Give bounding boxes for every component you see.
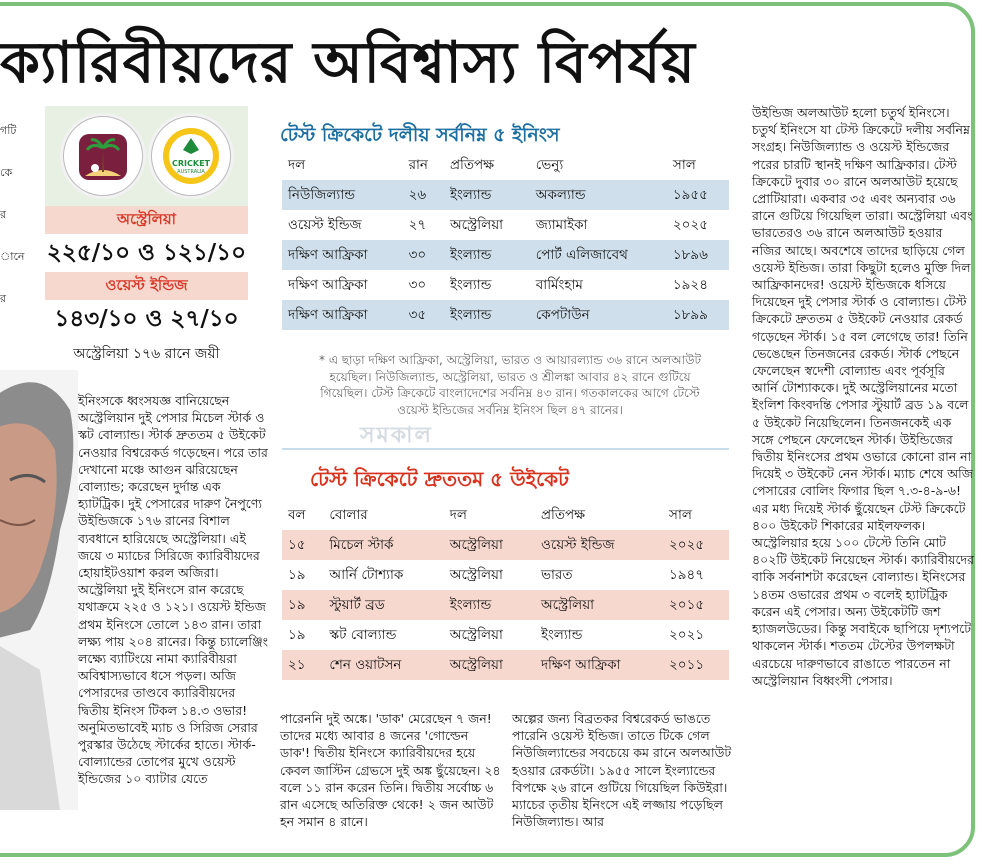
team2-name: ওয়েস্ট ইন্ডিজ bbox=[45, 272, 248, 300]
table-row bbox=[282, 270, 729, 300]
cell: ইংল্যান্ড bbox=[449, 276, 492, 293]
table-row bbox=[282, 300, 729, 330]
page-headline: ক্যারিবীয়দের অবিশ্বাস্য বিপর্যয় bbox=[0, 30, 696, 96]
table1-footnote: * এ ছাড়া দক্ষিণ আফ্রিকা, অস্ট্রেলিয়া, ভারত ও আয়ারল্যান্ড ৩৬ রানে অলআউট হয়েছিল। নিউজিল্যান্ড, অস্ট্রেলিয়া, ভারত ও শ্রীলঙ্কা আবার ৪২ রানে গুটিয়ে গিয়েছিল। টেস্ট ক্রিকেটে বাংলাদেশের সর্বনিম্ন ৪৩ রান। গতকালকের আগে টেস্টে ওয়েস্ট ইন্ডিজের সর্বনিম্ন ইনিংস ছিল ৪৭ রানের। bbox=[319, 353, 701, 417]
match-result: অস্ট্রেলিয়া ১৭৬ রানে জয়ী bbox=[45, 338, 248, 370]
cell: ১৯৫৫ bbox=[667, 180, 729, 210]
cell: ১৯ bbox=[288, 566, 306, 583]
cell: দক্ষিণ আফ্রিকা bbox=[288, 276, 368, 293]
left-article bbox=[40, 392, 270, 788]
table-row bbox=[282, 620, 729, 650]
cell: ২০১৫ bbox=[663, 590, 729, 620]
edge-fragment: ানে bbox=[0, 250, 25, 263]
article-text: ইনিংসকে ধ্বংসযজ্ঞ বানিয়েছেন অস্ট্রেলিয়ান দুই পেসার মিচেল স্টার্ক ও স্কট বোল্যান্ড। স্টার্ক দ্রুততম ৫ উইকেট নেওয়ার বিশ্বরেকর্ড গড়েছেন। পরে তার দেখানো মঞ্চে আগুন ঝরিয়েছেন বোল্যান্ড; করেছেন দুর্দান্ত এক হ্যাটট্রিক। দুই পেসারের দারুণ নৈপুণ্যে উইন্ডিজকে ১৭৬ রানের বিশাল ব্যবধানে হারিয়েছে অস্ট্রেলিয়া। এই জয়ে ৩ ম্যাচের সিরিজে ক্যারিবীয়দের হোয়াইটওয়াশ করল অজিরা। অস্ট্রেলিয়া দুই ইনিংসে রান করেছে যথাক্রমে ২২৫ ও ১২১। ওয়েস্ট ইন্ডিজ প্রথম ইনিংসে তোলে ১৪৩ রান। তারা লক্ষ্য পায় ২০৪ রানের। কিন্তু চ্যালেঞ্জিং লক্ষ্যে ব্যাটিংয়ে নামা ক্যারিবীয়রা অবিশ্বাস্যভাবে ধসে পড়ল। অজি পেসারদের তাণ্ডবে ক্যারিবীয়দের দ্বিতীয় ইনিংস টিকল ১৪.৩ ওভার! অনুমিতভাবেই ম্যাচ ও সিরিজ সেরার পুরস্কার উঠেছে স্টার্কের হাতে। স্টার্ক-বোল্যান্ডের তোপের মুখে ওয়েস্ট ইন্ডিজের ১০ ব্যাটার যেতে bbox=[78, 393, 269, 787]
team-logos bbox=[45, 106, 248, 206]
article-text: অল্পের জন্য বিব্রতকর বিশ্বরেকর্ড ভাঙতে পারেনি ওয়েস্ট ইন্ডিজ। তাতে টিকে গেল নিউজিল্যান্ডের সবচেয়ে কম রানে অলআউট হওয়ার রেকর্ডটা। ১৯৫৫ সালে ইংল্যান্ডের বিপক্ষে ২৬ রানে গুটিয়ে গিয়েছিল কিউইরা। ম্যাচের তৃতীয় ইনিংসে এই লজ্জায় পড়েছিল নিউজিল্যান্ড। আর bbox=[512, 711, 732, 830]
cell: আর্নি টোশ্যাক bbox=[329, 566, 404, 583]
cell: অস্ট্রেলিয়া bbox=[449, 216, 504, 233]
header-year: সাল bbox=[669, 506, 692, 523]
cell: স্কট বোল্যান্ড bbox=[329, 626, 397, 643]
edge-fragment: কে bbox=[0, 166, 13, 179]
cell: ১৯২৪ bbox=[672, 276, 708, 293]
cell: অস্ট্রেলিয়া bbox=[444, 650, 535, 680]
header-opponent: প্রতিপক্ষ bbox=[449, 156, 495, 173]
cricket-australia-logo bbox=[151, 116, 231, 196]
article-text: পারেননি দুই অঙ্কে। 'ডাক' মেরেছেন ৭ জন! তাদের মধ্যে আবার ৪ জনের 'গোল্ডেন ডাক'! দ্বিতীয় ইনিংসে ক্যারিবীয়দের হয়ে কেবল জাস্টিন গ্রেভসে দুই অঙ্ক ছুঁয়েছেন। ২৪ বলে ১১ রান করেন তিনি। দ্বিতীয় সর্বোচ্চ ৬ রান এসেছে অতিরিক্ত থেকে! ২ জন আউট হন সমান ৪ রানে। bbox=[280, 711, 501, 830]
table-row bbox=[282, 210, 729, 240]
lowest-innings-table bbox=[282, 150, 729, 330]
cell: দক্ষিণ আফ্রিকা bbox=[282, 240, 403, 270]
team1-score: ২২৫/১০ ও ১২১/১০ bbox=[45, 234, 248, 272]
cell: ইংল্যান্ড bbox=[444, 300, 530, 330]
cell: ২৭ bbox=[408, 216, 427, 233]
edge-fragment: গটি bbox=[0, 124, 17, 137]
cell: ২৬ bbox=[403, 180, 444, 210]
header-team: দল bbox=[288, 156, 306, 173]
left-edge-fragments bbox=[0, 110, 25, 320]
cell: স্টুয়ার্ট ব্রড bbox=[323, 590, 443, 620]
cell: ১৮৯৯ bbox=[667, 300, 729, 330]
cell: ১৯ bbox=[282, 590, 323, 620]
cell: ২০১১ bbox=[663, 650, 729, 680]
cell: দক্ষিণ আফ্রিকা bbox=[282, 300, 403, 330]
cell: ইংল্যান্ড bbox=[444, 180, 530, 210]
table-row bbox=[282, 530, 729, 560]
header-team: দল bbox=[449, 506, 467, 523]
table-row bbox=[282, 240, 729, 270]
fastest-five-wickets-table bbox=[282, 500, 729, 680]
scorecard-box bbox=[45, 106, 248, 366]
cell: ৩৫ bbox=[403, 300, 444, 330]
table2-title: টেস্ট ক্রিকেটে দ্রুততম ৫ উইকেট bbox=[310, 467, 570, 491]
cell: ২০২১ bbox=[669, 626, 705, 643]
cell: ইংল্যান্ড bbox=[444, 590, 535, 620]
watermark: সমকাল bbox=[360, 423, 433, 448]
team2-score: ১৪৩/১০ ও ২৭/১০ bbox=[45, 300, 248, 338]
cell: দক্ষিণ আফ্রিকা bbox=[535, 650, 663, 680]
cell: ওয়েস্ট ইন্ডিজ bbox=[288, 216, 362, 233]
logo-text-cricket: CRICKET bbox=[171, 159, 210, 168]
cell: ইংল্যান্ড bbox=[540, 626, 583, 643]
table-row bbox=[282, 650, 729, 680]
table-header-row bbox=[282, 500, 729, 530]
cell: অস্ট্রেলিয়া bbox=[449, 626, 503, 643]
header-venue: ভেন্যু bbox=[535, 156, 564, 173]
cell: পোর্ট এলিজাবেথ bbox=[530, 240, 667, 270]
table-row bbox=[282, 560, 729, 590]
cell: শেন ওয়াটসন bbox=[323, 650, 443, 680]
cell: ১৯ bbox=[288, 626, 306, 643]
cell: বার্মিংহাম bbox=[535, 276, 583, 293]
cell: কেপটাউন bbox=[530, 300, 667, 330]
logo-text-australia: AUSTRALIA bbox=[176, 169, 205, 175]
cell: অস্ট্রেলিয়া bbox=[444, 530, 535, 560]
table-header-row bbox=[282, 150, 729, 180]
cell: ২১ bbox=[282, 650, 323, 680]
cell: ৩০ bbox=[403, 240, 444, 270]
team1-name: অস্ট্রেলিয়া bbox=[45, 206, 248, 234]
edge-fragment: র bbox=[0, 208, 7, 221]
cell: অকল্যান্ড bbox=[530, 180, 667, 210]
article-column-bottom-1 bbox=[280, 710, 502, 830]
article-column-right bbox=[752, 104, 974, 689]
table-row bbox=[282, 180, 729, 210]
header-bowler: বোলার bbox=[329, 506, 368, 523]
cell: ইংল্যান্ড bbox=[444, 240, 530, 270]
cell: ২০২৫ bbox=[663, 530, 729, 560]
table1-title: টেস্ট ক্রিকেটে দলীয় সর্বনিম্ন ৫ ইনিংস bbox=[280, 124, 560, 146]
cell: অস্ট্রেলিয়া bbox=[535, 590, 663, 620]
cell: ২০২৫ bbox=[672, 216, 708, 233]
header-opponent: প্রতিপক্ষ bbox=[540, 506, 586, 523]
cricket-australia-emblem bbox=[159, 124, 223, 188]
cell: মিচেল স্টার্ক bbox=[323, 530, 443, 560]
cell: ১৮৯৬ bbox=[667, 240, 729, 270]
header-runs: রান bbox=[408, 156, 428, 173]
cell: ভারত bbox=[540, 566, 573, 583]
header-balls: বল bbox=[288, 506, 306, 523]
section-divider bbox=[282, 448, 729, 450]
cell: অস্ট্রেলিয়া bbox=[449, 566, 503, 583]
cell: ১৯৪৭ bbox=[669, 566, 705, 583]
cell: ওয়েস্ট ইন্ডিজ bbox=[535, 530, 663, 560]
cell: ৩০ bbox=[408, 276, 427, 293]
edge-fragment: র bbox=[0, 292, 7, 305]
table-row bbox=[282, 590, 729, 620]
cell: জ্যামাইকা bbox=[535, 216, 588, 233]
cell: নিউজিল্যান্ড bbox=[282, 180, 403, 210]
article-column-bottom-2 bbox=[512, 710, 734, 830]
header-year: সাল bbox=[672, 156, 696, 173]
article-text: উইন্ডিজ অলআউট হলো চতুর্থ ইনিংসে। চতুর্থ ইনিংসে যা টেস্ট ক্রিকেটে দলীয় সর্বনিম্ন সংগ্রহ। নিউজিল্যান্ড ও ওয়েস্ট ইন্ডিজের পরের চারটি স্থানই দক্ষিণ আফ্রিকার। টেস্ট ক্রিকেটে দুবার ৩০ রানে অলআউট হয়েছে প্রোটিয়ারা। একবার ৩৫ এবং অন্যবার ৩৬ রানে গুটিয়ে গিয়েছিল তারা। অস্ট্রেলিয়া এবং ভারতেরও ৩৬ রানে অলআউট হওয়ার নজির আছে। অবশেষে তাদের ছাড়িয়ে গেল ওয়েস্ট ইন্ডিজ। তারা কিছুটা হলেও মুক্তি দিল আফ্রিকানদের! ওয়েস্ট ইন্ডিজকে ধসিয়ে দিয়েছেন দুই পেসার স্টার্ক ও বোল্যান্ড। টেস্ট ক্রিকেটে দ্রুততম ৫ উইকেট নেওয়ার রেকর্ড গড়েছেন স্টার্ক। ১৫ বল লেগেছে তার! তিনি ভেঙেছেন তিনজনের রেকর্ড। স্টার্ক পেছনে ফেলেছেন স্বদেশী বোল্যান্ড এবং পূর্বসূরি আর্নি টোশ্যাককে। দুই অস্ট্রেলিয়ানের মতো ইংলিশ কিংবদন্তি পেসার স্টুয়ার্ট ব্রড ১৯ বলে ৫ উইকেট নিয়েছিলেন। তিনজনকেই এক সঙ্গে পেছনে ফেলেছেন স্টার্ক। উইন্ডিজের দ্বিতীয় ইনিংসের প্রথম ওভারে কোনো রান না দিয়েই ৩ উইকেট নেন স্টার্ক। ম্যাচ শেষে অজি পেসারের বোলিং ফিগার ছিল ৭.৩-৪-৯-৬! এর মধ্য দিয়েই স্টার্ক ছুঁয়েছেন টেস্ট ক্রিকেটে ৪০০ উইকেট শিকারের মাইলফলক। অস্ট্রেলিয়ার হয়ে ১০০ টেস্টে তিনি মোট ৪০২টি উইকেট নিয়েছেন স্টার্ক। ক্যারিবীয়দের বাকি সর্বনাশটা করেছেন বোল্যান্ড। ইনিংসের ১৪তম ওভারের প্রথম ৩ বলেই হ্যাটট্রিক করেন এই পেসার। অন্য উইকেটটি জশ হ্যাজলউডের। কিন্তু সবাইকে ছাপিয়ে দৃশ্যপটে থাকলেন স্টার্ক। শততম টেস্টের উপলক্ষটা এরচেয়ে দারুণভাবে রাঙাতে পারতেন না অস্ট্রেলিয়ান বিধ্বংসী পেসার। bbox=[752, 105, 974, 688]
palm-tree-icon bbox=[71, 124, 135, 188]
cell: ১৫ bbox=[282, 530, 323, 560]
west-indies-logo bbox=[63, 116, 143, 196]
